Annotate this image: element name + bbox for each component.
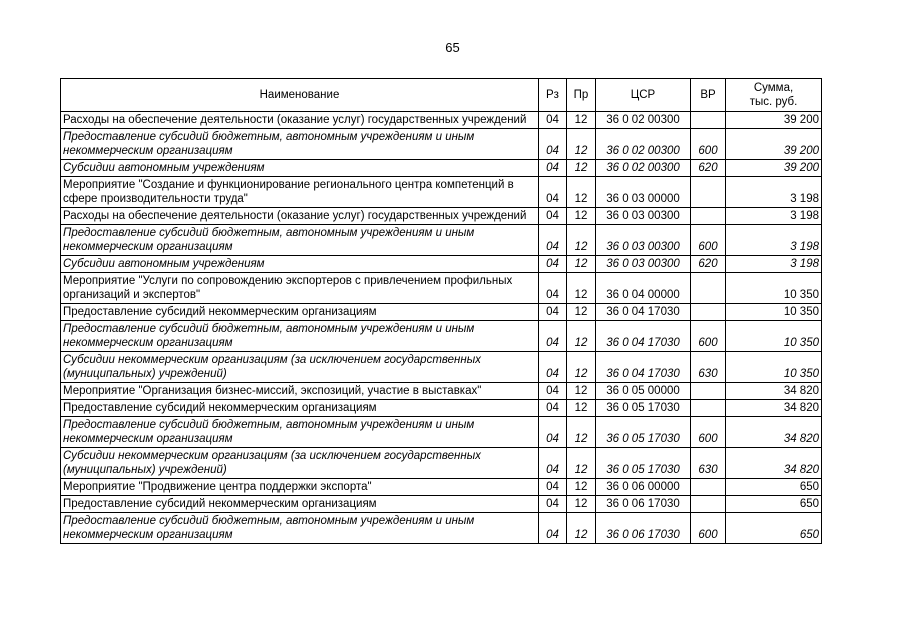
row-vr: 630	[691, 448, 726, 479]
row-pr: 12	[567, 129, 596, 160]
row-pr: 12	[567, 225, 596, 256]
row-sum: 3 198	[726, 208, 822, 225]
header-rz: Рз	[539, 79, 567, 112]
row-sum: 650	[726, 513, 822, 544]
row-pr: 12	[567, 400, 596, 417]
header-sum-line1: Сумма,	[753, 82, 794, 94]
row-rz: 04	[539, 400, 567, 417]
row-csr: 36 0 05 17030	[596, 448, 691, 479]
row-name: Мероприятие "Организация бизнес-миссий, экспозиций, участие в выставках"	[61, 383, 539, 400]
row-name: Предоставление субсидий бюджетным, автономным учреждениям и иным некоммерческим организациям	[61, 321, 539, 352]
row-sum: 10 350	[726, 304, 822, 321]
row-sum: 3 198	[726, 225, 822, 256]
row-pr: 12	[567, 256, 596, 273]
row-name: Предоставление субсидий бюджетным, автономным учреждениям и иным некоммерческим организациям	[61, 417, 539, 448]
row-name: Предоставление субсидий некоммерческим организациям	[61, 304, 539, 321]
row-sum: 10 350	[726, 321, 822, 352]
row-name: Предоставление субсидий бюджетным, автономным учреждениям и иным некоммерческим организациям	[61, 129, 539, 160]
row-csr: 36 0 03 00300	[596, 208, 691, 225]
row-pr: 12	[567, 496, 596, 513]
row-name: Мероприятие "Продвижение центра поддержки экспорта"	[61, 479, 539, 496]
row-pr: 12	[567, 479, 596, 496]
row-vr	[691, 496, 726, 513]
table-header-row	[61, 79, 822, 112]
row-csr: 36 0 04 00000	[596, 273, 691, 304]
row-vr	[691, 383, 726, 400]
row-name: Предоставление субсидий некоммерческим организациям	[61, 496, 539, 513]
table-row	[61, 496, 822, 513]
table-row	[61, 448, 822, 479]
table-row	[61, 177, 822, 208]
table-row	[61, 513, 822, 544]
row-sum: 10 350	[726, 352, 822, 383]
row-sum: 10 350	[726, 273, 822, 304]
row-vr: 600	[691, 417, 726, 448]
row-name: Предоставление субсидий некоммерческим организациям	[61, 400, 539, 417]
header-sum	[726, 79, 822, 112]
row-csr: 36 0 04 17030	[596, 304, 691, 321]
row-vr: 600	[691, 129, 726, 160]
row-vr: 620	[691, 160, 726, 177]
row-vr	[691, 400, 726, 417]
row-csr: 36 0 02 00300	[596, 129, 691, 160]
page-number: 65	[445, 40, 460, 55]
row-vr: 630	[691, 352, 726, 383]
header-sum-line2: тыс. руб.	[749, 96, 798, 108]
row-vr	[691, 304, 726, 321]
header-pr: Пр	[567, 79, 596, 112]
table-row	[61, 400, 822, 417]
row-name: Расходы на обеспечение деятельности (оказание услуг) государственных учреждений	[61, 112, 539, 129]
row-rz: 04	[539, 112, 567, 129]
row-sum: 39 200	[726, 112, 822, 129]
row-name: Субсидии некоммерческим организациям (за исключением государственных (муниципальных) учреждений)	[61, 448, 539, 479]
row-pr: 12	[567, 513, 596, 544]
row-vr: 600	[691, 225, 726, 256]
row-pr: 12	[567, 112, 596, 129]
row-pr: 12	[567, 352, 596, 383]
row-rz: 04	[539, 513, 567, 544]
header-csr: ЦСР	[596, 79, 691, 112]
row-rz: 04	[539, 417, 567, 448]
header-name: Наименование	[61, 79, 539, 112]
row-sum: 34 820	[726, 417, 822, 448]
row-sum: 650	[726, 479, 822, 496]
row-sum: 39 200	[726, 160, 822, 177]
row-vr: 620	[691, 256, 726, 273]
row-csr: 36 0 02 00300	[596, 160, 691, 177]
table-row	[61, 208, 822, 225]
row-csr: 36 0 06 00000	[596, 479, 691, 496]
row-sum: 34 820	[726, 448, 822, 479]
table-row	[61, 273, 822, 304]
row-sum: 650	[726, 496, 822, 513]
row-rz: 04	[539, 256, 567, 273]
row-rz: 04	[539, 160, 567, 177]
row-name: Субсидии автономным учреждениям	[61, 256, 539, 273]
row-vr	[691, 112, 726, 129]
table-row	[61, 321, 822, 352]
row-rz: 04	[539, 304, 567, 321]
row-vr: 600	[691, 513, 726, 544]
header-vr: ВР	[691, 79, 726, 112]
row-sum: 34 820	[726, 400, 822, 417]
row-csr: 36 0 04 17030	[596, 352, 691, 383]
row-pr: 12	[567, 304, 596, 321]
row-sum: 34 820	[726, 383, 822, 400]
row-vr	[691, 479, 726, 496]
row-rz: 04	[539, 208, 567, 225]
row-sum: 3 198	[726, 177, 822, 208]
row-pr: 12	[567, 417, 596, 448]
row-csr: 36 0 06 17030	[596, 513, 691, 544]
table-row	[61, 225, 822, 256]
row-csr: 36 0 04 17030	[596, 321, 691, 352]
row-csr: 36 0 05 00000	[596, 383, 691, 400]
row-pr: 12	[567, 177, 596, 208]
row-csr: 36 0 03 00000	[596, 177, 691, 208]
row-rz: 04	[539, 321, 567, 352]
row-rz: 04	[539, 273, 567, 304]
row-csr: 36 0 03 00300	[596, 256, 691, 273]
row-rz: 04	[539, 448, 567, 479]
row-csr: 36 0 06 17030	[596, 496, 691, 513]
row-pr: 12	[567, 273, 596, 304]
row-name: Субсидии автономным учреждениям	[61, 160, 539, 177]
row-rz: 04	[539, 225, 567, 256]
row-name: Мероприятие "Услуги по сопровождению экспортеров с привлечением профильных организаций и экспертов"	[61, 273, 539, 304]
row-vr	[691, 273, 726, 304]
row-csr: 36 0 05 17030	[596, 400, 691, 417]
row-rz: 04	[539, 352, 567, 383]
row-vr	[691, 208, 726, 225]
row-rz: 04	[539, 177, 567, 208]
row-name: Предоставление субсидий бюджетным, автономным учреждениям и иным некоммерческим организациям	[61, 513, 539, 544]
table-row	[61, 112, 822, 129]
row-name: Расходы на обеспечение деятельности (оказание услуг) государственных учреждений	[61, 208, 539, 225]
table-row	[61, 304, 822, 321]
table-row	[61, 352, 822, 383]
row-csr: 36 0 05 17030	[596, 417, 691, 448]
row-rz: 04	[539, 479, 567, 496]
row-rz: 04	[539, 129, 567, 160]
row-sum: 39 200	[726, 129, 822, 160]
row-csr: 36 0 02 00300	[596, 112, 691, 129]
table-row	[61, 129, 822, 160]
table-row	[61, 479, 822, 496]
row-pr: 12	[567, 321, 596, 352]
row-name: Субсидии некоммерческим организациям (за исключением государственных (муниципальных) учреждений)	[61, 352, 539, 383]
row-pr: 12	[567, 208, 596, 225]
row-pr: 12	[567, 448, 596, 479]
row-pr: 12	[567, 160, 596, 177]
table-row	[61, 383, 822, 400]
table-row	[61, 160, 822, 177]
row-name: Предоставление субсидий бюджетным, автономным учреждениям и иным некоммерческим организациям	[61, 225, 539, 256]
row-name: Мероприятие "Создание и функционирование регионального центра компетенций в сфере производительности труда"	[61, 177, 539, 208]
table-row	[61, 256, 822, 273]
table-row	[61, 417, 822, 448]
row-pr: 12	[567, 383, 596, 400]
row-vr	[691, 177, 726, 208]
row-rz: 04	[539, 383, 567, 400]
row-rz: 04	[539, 496, 567, 513]
row-sum: 3 198	[726, 256, 822, 273]
row-csr: 36 0 03 00300	[596, 225, 691, 256]
row-vr: 600	[691, 321, 726, 352]
budget-table	[60, 78, 822, 544]
